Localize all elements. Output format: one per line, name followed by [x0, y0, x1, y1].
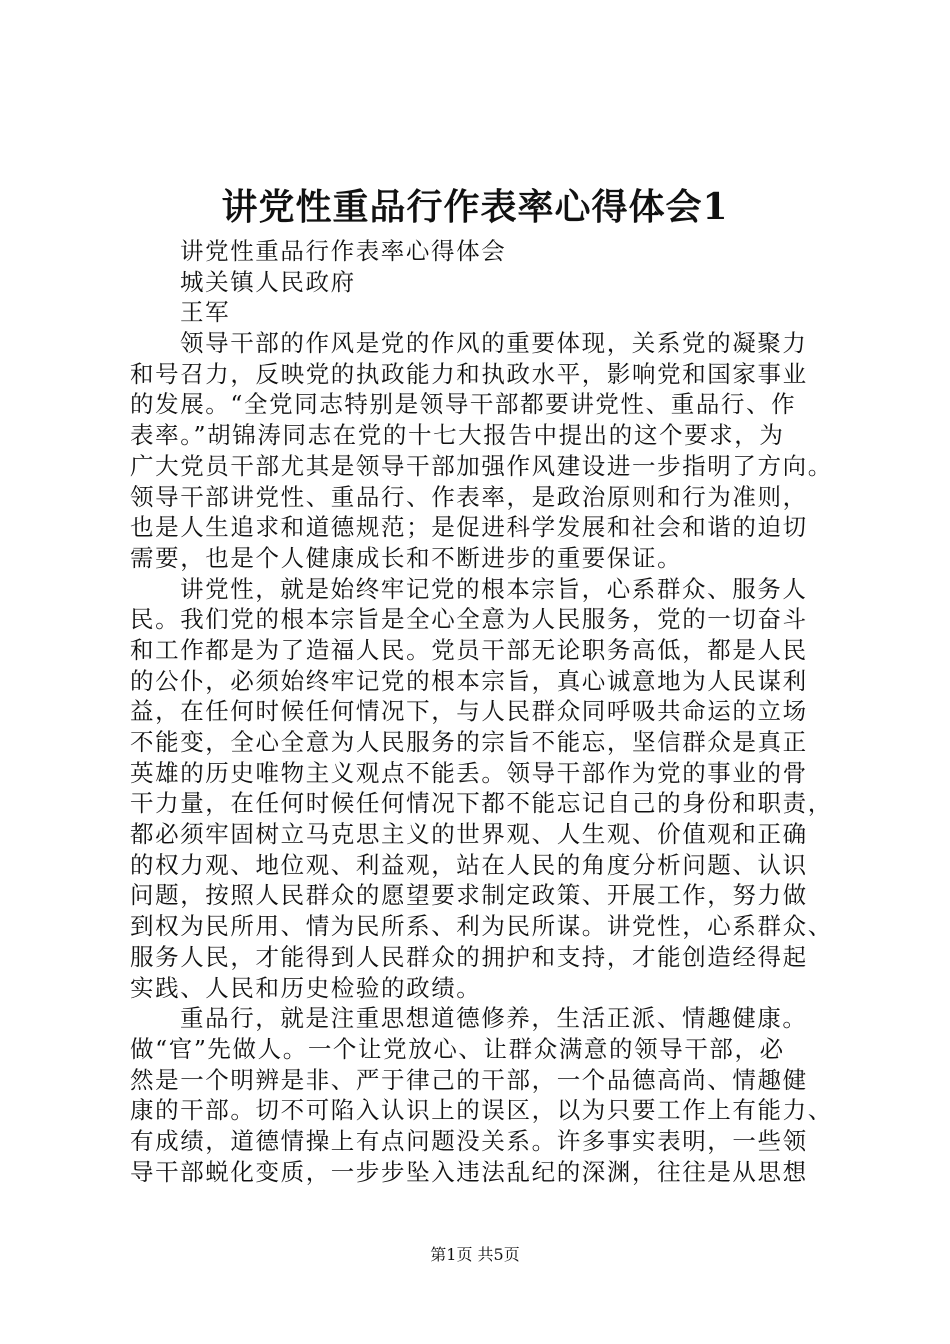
organization-line: 城关镇人民政府 [180, 267, 356, 296]
paragraph-line: 的权力观、地位观、利益观，站在人民的角度分析问题、认识 [130, 850, 808, 879]
paragraph-line: 不能变，全心全意为人民服务的宗旨不能忘，坚信群众是真正 [130, 728, 808, 756]
document-title: 讲党性重品行作表率心得体会1 [221, 186, 729, 228]
author-line: 王军 [180, 298, 231, 327]
paragraph-line: 益，在任何时候任何情况下，与人民群众同呼吸共命运的立场 [130, 697, 808, 726]
paragraph-line: 的公仆，必须始终牢记党的根本宗旨，真心诚意地为人民谋利 [130, 666, 808, 695]
paragraph-line: 领导干部讲党性、重品行、作表率，是政治原则和行为准则， [130, 482, 808, 511]
paragraph-line: 康的干部。切不可陷入认识上的误区，以为只要工作上有能力、 [130, 1096, 833, 1125]
paragraph-line: 实践、人民和历史检验的政绩。 [130, 973, 482, 1002]
paragraph-line: 英雄的历史唯物主义观点不能丢。领导干部作为党的事业的骨 [130, 758, 808, 787]
paragraph-line: 都必须牢固树立马克思主义的世界观、人生观、价值观和正确 [130, 820, 808, 849]
paragraph-line: 表率。”胡锦涛同志在党的十七大报告中提出的这个要求，为 [130, 421, 785, 450]
paragraph-line: 广大党员干部尤其是领导干部加强作风建设进一步指明了方向。 [130, 451, 833, 480]
subtitle-line: 讲党性重品行作表率心得体会 [180, 237, 507, 265]
paragraph-line: 问题，按照人民群众的愿望要求制定政策、开展工作，努力做 [130, 881, 808, 910]
paragraph-line: 导干部蜕化变质，一步步坠入违法乱纪的深渊，往往是从思想 [130, 1157, 808, 1186]
page-footer: 第1页 共5页 [430, 1245, 520, 1264]
paragraph-line: 也是人生追求和道德规范；是促进科学发展和社会和谐的迫切 [130, 513, 808, 542]
paragraph-line: 和号召力，反映党的执政能力和执政水平，影响党和国家事业 [130, 359, 808, 388]
paragraph-line: 到权为民所用、情为民所系、利为民所谋。讲党性，心系群众、 [130, 912, 833, 941]
paragraph-line: 然是一个明辨是非、严于律己的干部，一个品德高尚、情趣健 [130, 1065, 808, 1094]
paragraph-1 [130, 328, 833, 574]
paragraph-3 [130, 1003, 833, 1187]
paragraph-line: 服务人民，才能得到人民群众的拥护和支持，才能创造经得起 [130, 942, 808, 971]
paragraph-line: 和工作都是为了造福人民。党员干部无论职务高低，都是人民 [130, 635, 808, 664]
paragraph-line: 有成绩，道德情操上有点问题没关系。许多事实表明，一些领 [130, 1126, 808, 1155]
paragraph-line: 讲党性，就是始终牢记党的根本宗旨，心系群众、服务人 [180, 574, 808, 603]
paragraph-line: 民。我们党的根本宗旨是全心全意为人民服务，党的一切奋斗 [130, 605, 808, 634]
paragraph-line: 领导干部的作风是党的作风的重要体现，关系党的凝聚力 [180, 329, 808, 358]
paragraph-line: 干力量，在任何时候任何情况下都不能忘记自己的身份和职责， [130, 789, 833, 818]
document-body [130, 236, 833, 1187]
paragraph-line: 需要，也是个人健康成长和不断进步的重要保证。 [130, 543, 683, 572]
paragraph-2 [130, 574, 833, 1004]
paragraph-line: 重品行，就是注重思想道德修养，生活正派、情趣健康。 [180, 1004, 808, 1033]
paragraph-line: 的发展。“全党同志特别是领导干部都要讲党性、重品行、作 [130, 390, 797, 419]
paragraph-line: 做“官”先做人。一个让党放心、让群众满意的领导干部，必 [130, 1034, 785, 1063]
